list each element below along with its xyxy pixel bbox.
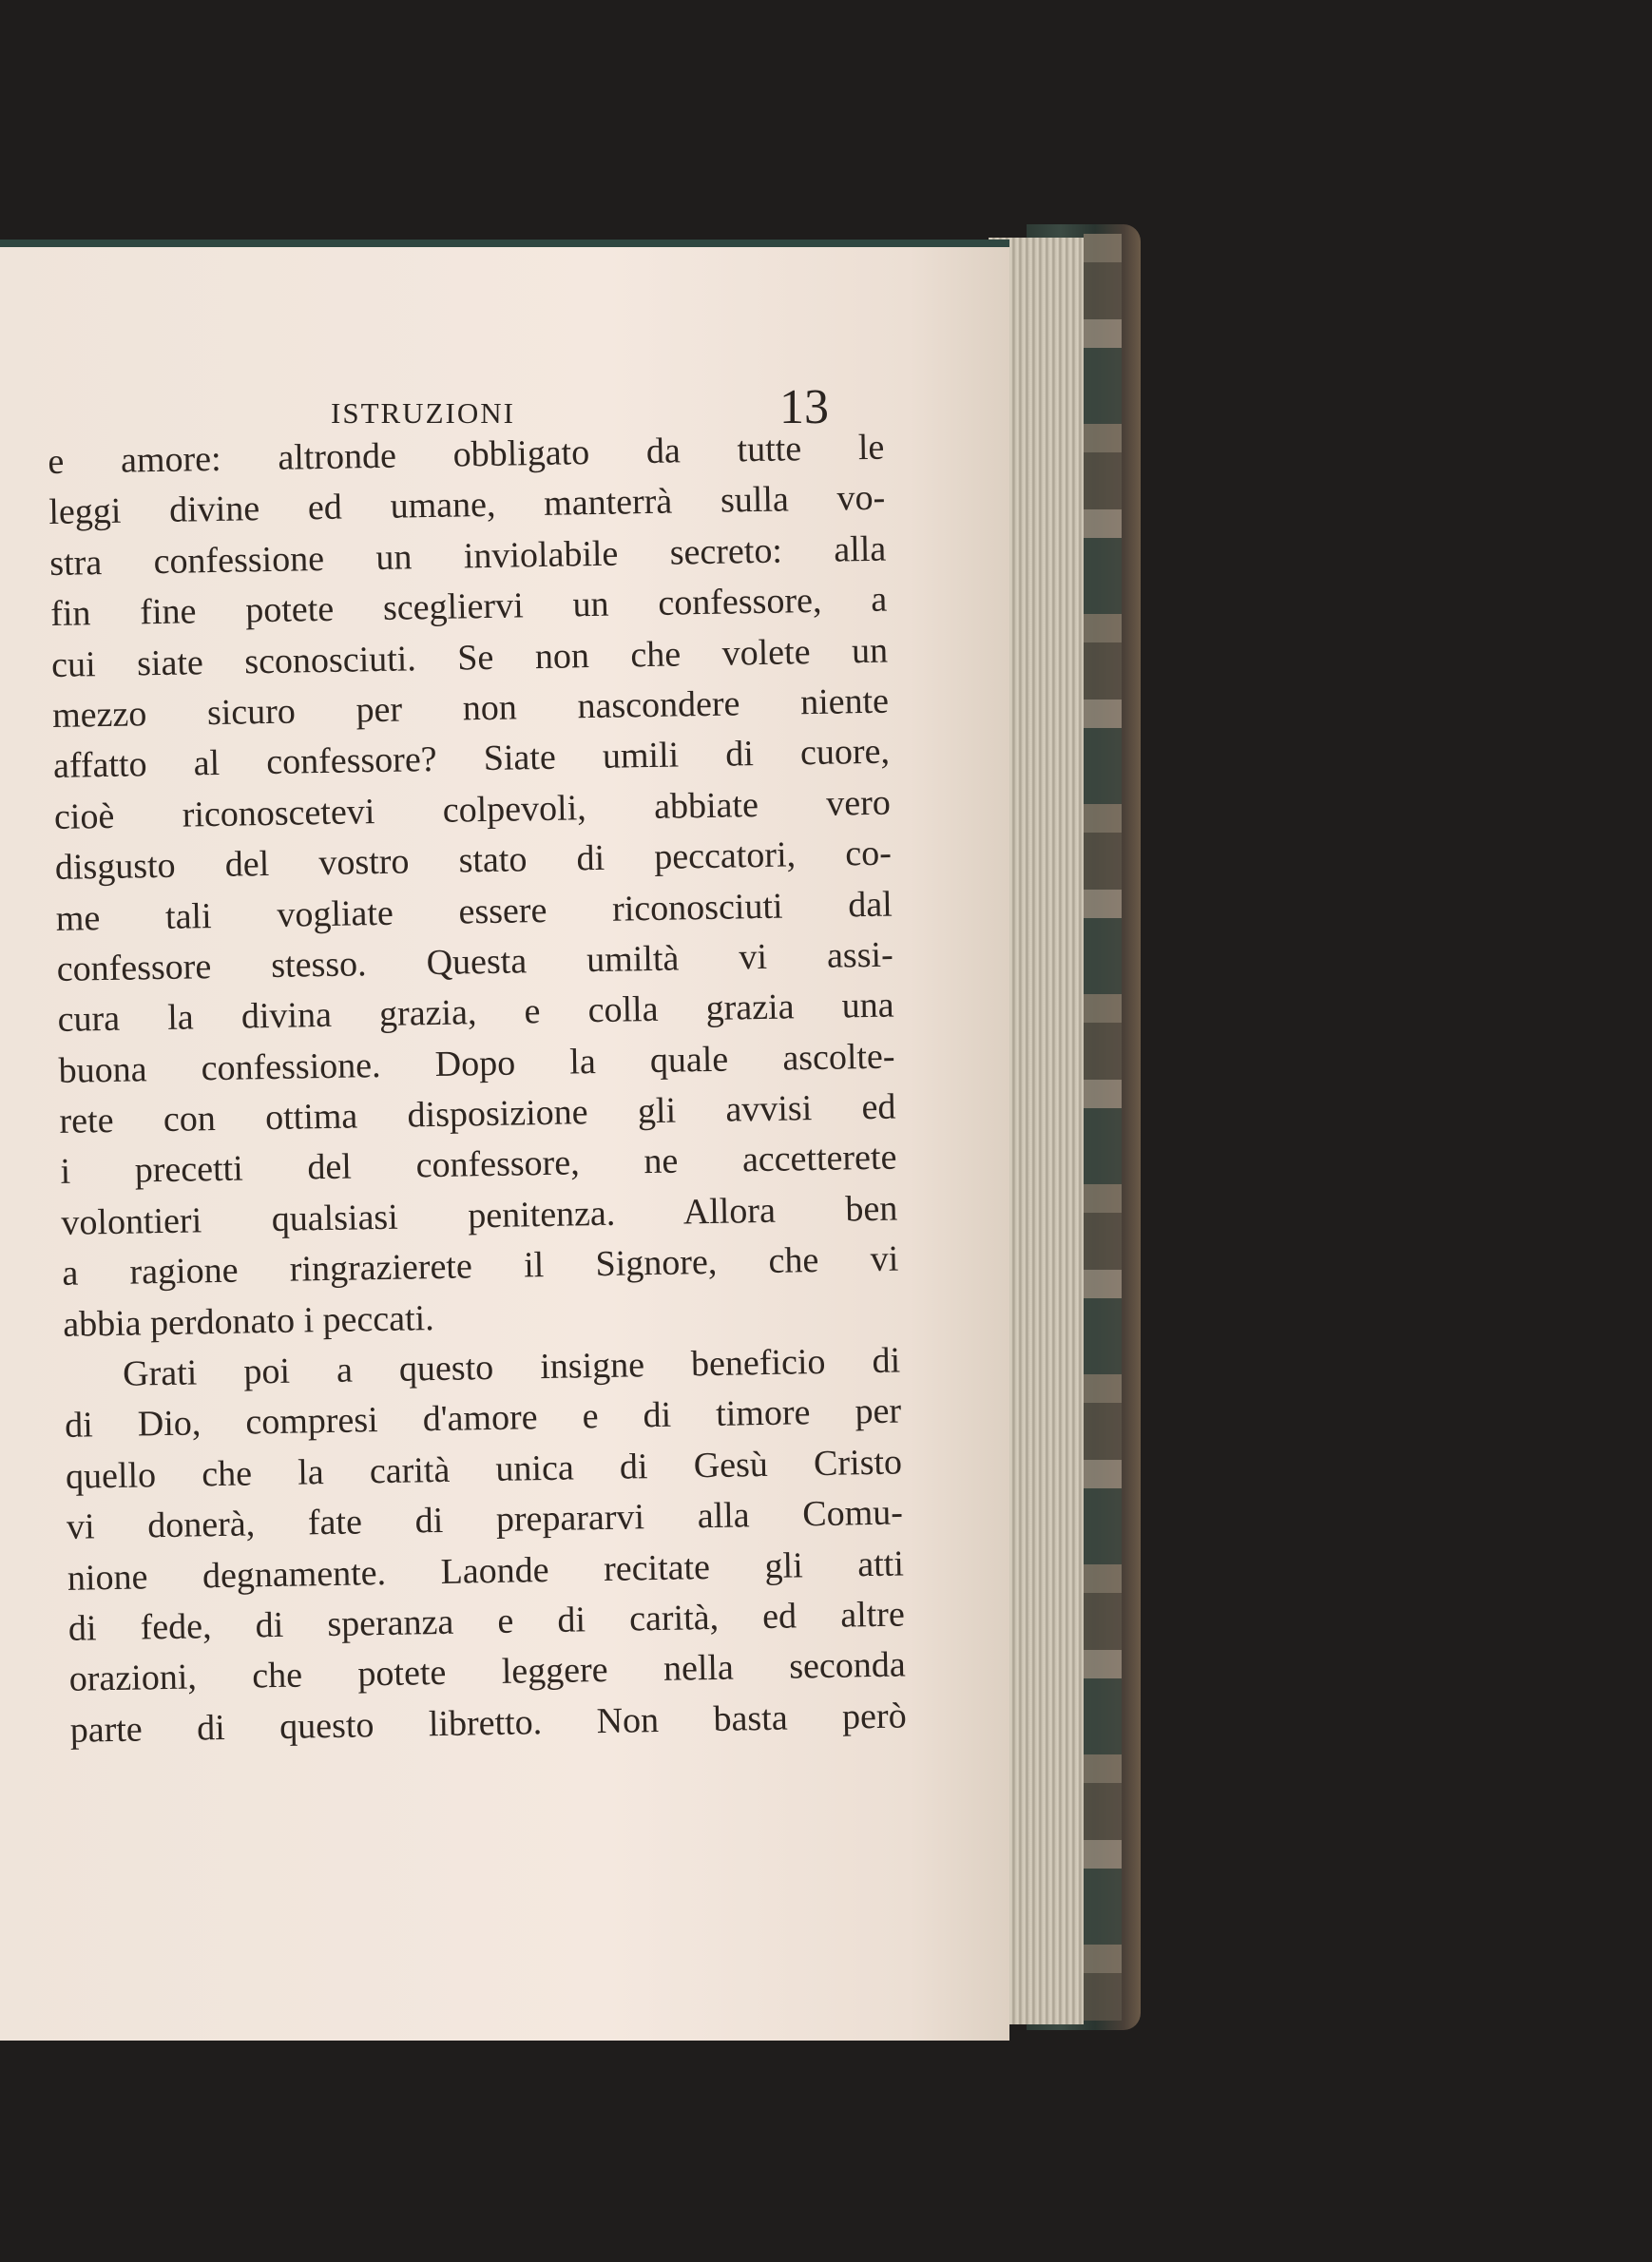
text-line: me tali vogliate essere riconosciuti dal bbox=[55, 884, 893, 939]
page-number: 13 bbox=[779, 380, 829, 434]
book bbox=[0, 224, 1141, 2044]
text-line: buona confessione. Dopo la quale ascolte- bbox=[58, 1036, 895, 1091]
text-line: cui siate sconosciuti. Se non che volete un bbox=[50, 630, 889, 685]
text-line: Grati poi a questo insigne beneficio di bbox=[122, 1340, 901, 1394]
text-line: disgusto del vostro stato di peccatori, co- bbox=[54, 833, 893, 889]
text-line: cura la divina grazia, e colla grazia una bbox=[57, 985, 894, 1041]
text-line: cioè riconoscetevi colpevoli, abbiate vero bbox=[53, 782, 892, 837]
text-line: leggi divine ed umane, manterrà sulla vo- bbox=[48, 478, 886, 533]
text-line: nione degnamente. Laonde recitate gli atti bbox=[67, 1543, 905, 1599]
text-line: orazioni, che potete leggere nella seconda bbox=[68, 1644, 907, 1700]
text-line: a ragione ringrazierete il Signore, che vi bbox=[61, 1238, 899, 1294]
text-line: parte di questo libretto. Non basta però bbox=[69, 1696, 907, 1751]
text-line: di Dio, compresi d'amore e di timore per bbox=[64, 1390, 902, 1447]
text-line: e amore: altronde obbligato da tutte le bbox=[48, 427, 885, 482]
text-line: stra confessione un inviolabile secreto: alla bbox=[48, 528, 887, 584]
text-line: quello che la carità unica di Gesù Cristo bbox=[65, 1442, 903, 1497]
book-page bbox=[0, 240, 1009, 2041]
text-line: abbia perdonato i peccati. bbox=[62, 1297, 434, 1345]
text-line: mezzo sicuro per non nascondere niente bbox=[51, 681, 890, 736]
worn-spine-edge bbox=[1084, 234, 1122, 2021]
text-line: i precetti del confessore, ne accetterete bbox=[60, 1137, 897, 1193]
running-head: ISTRUZIONI bbox=[331, 396, 515, 430]
text-line: rete con ottima disposizione gli avvisi ed bbox=[59, 1086, 896, 1141]
text-line: volontieri qualsiasi penitenza. Allora ben bbox=[61, 1188, 898, 1243]
text-line: di fede, di speranza e di carità, ed altre bbox=[67, 1594, 906, 1649]
body-text bbox=[48, 423, 907, 1756]
text-line: affatto al confessore? Siate umili di cuore, bbox=[52, 731, 891, 787]
text-line: fin fine potete scegliervi un confessore, a bbox=[49, 579, 888, 635]
text-line: confessore stesso. Questa umiltà vi assi- bbox=[56, 934, 894, 989]
text-line: vi donerà, fate di prepararvi alla Comu- bbox=[66, 1492, 904, 1548]
